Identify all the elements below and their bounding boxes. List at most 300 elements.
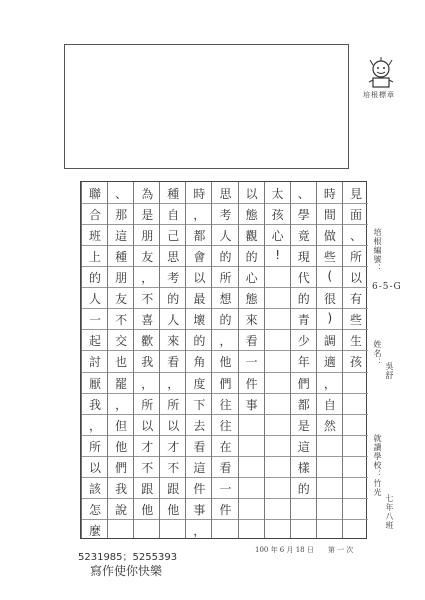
handwritten-char: 交 — [115, 334, 128, 349]
handwritten-char: 一 — [245, 355, 258, 370]
grid-cell-line — [108, 287, 133, 288]
grid-cell-line — [343, 519, 368, 520]
handwritten-char: 的 — [193, 334, 206, 349]
grid-cell-line — [343, 350, 368, 351]
handwritten-char: 適 — [323, 355, 336, 370]
handwritten-char: 班 — [89, 229, 102, 244]
handwritten-char: 角 — [193, 355, 206, 370]
handwritten-char: 、 — [115, 187, 128, 201]
grid-cell-line — [160, 224, 185, 225]
grid-cell-line — [317, 245, 342, 246]
handwritten-char: 以 — [193, 271, 206, 286]
handwritten-char: ， — [115, 397, 128, 412]
handwritten-char: 很 — [323, 292, 336, 307]
grid-cell-line — [82, 498, 107, 499]
grid-cell-line — [291, 372, 316, 373]
grid-cell-line — [108, 498, 133, 499]
grid-cell-line — [82, 350, 107, 351]
handwritten-char: 竟 — [297, 229, 310, 244]
mascot-label: 培根標章 — [363, 91, 395, 99]
grid-cell-line — [343, 287, 368, 288]
grid-cell-line — [239, 498, 264, 499]
handwritten-char: 看 — [219, 460, 232, 475]
serial-label: 培根編號： — [373, 228, 382, 273]
grid-cell-line — [317, 203, 342, 204]
grid-cell-line — [291, 435, 316, 436]
handwritten-char: 人 — [219, 229, 232, 244]
grid-cell-line — [239, 456, 264, 457]
grid-cell-line — [239, 329, 264, 330]
grid-cell-line — [291, 414, 316, 415]
handwritten-char: 往 — [219, 397, 232, 412]
handwritten-char: 往 — [219, 418, 232, 433]
handwritten-char: 看 — [245, 334, 258, 349]
grid-column — [290, 182, 316, 538]
grid-cell-line — [160, 456, 185, 457]
handwritten-char: 考 — [219, 208, 232, 223]
handwritten-char: 不 — [115, 313, 128, 328]
handwritten-char: 孩 — [271, 208, 284, 223]
grid-cell-line — [134, 456, 159, 457]
grid-cell-line — [291, 329, 316, 330]
grid-cell-line — [317, 287, 342, 288]
grid-cell-line — [265, 435, 290, 436]
grid-cell-line — [265, 308, 290, 309]
handwritten-char: 自 — [167, 208, 180, 223]
handwritten-char: 孩 — [349, 355, 362, 370]
grid-cell-line — [343, 477, 368, 478]
grid-cell-line — [317, 498, 342, 499]
grid-cell-line — [186, 329, 211, 330]
grid-cell-line — [239, 350, 264, 351]
grid-cell-line — [108, 519, 133, 520]
grid-cell-line — [186, 350, 211, 351]
grid-cell-line — [239, 224, 264, 225]
grid-cell-line — [160, 350, 185, 351]
grid-cell-line — [212, 414, 237, 415]
grid-cell-line — [291, 203, 316, 204]
handwritten-char: 來 — [245, 313, 258, 328]
handwritten-char: 調 — [323, 334, 336, 349]
handwritten-char: ， — [193, 523, 206, 538]
handwritten-char: 我 — [89, 397, 102, 412]
handwritten-char: 上 — [89, 250, 102, 265]
grid-cell-line — [343, 308, 368, 309]
handwritten-char: 自 — [323, 397, 336, 412]
handwritten-char: 們 — [115, 460, 128, 475]
handwritten-char: ( — [327, 269, 333, 284]
grid-cell-line — [317, 435, 342, 436]
handwritten-char: 厭 — [89, 376, 102, 391]
grid-cell-line — [186, 308, 211, 309]
handwritten-char: 討 — [89, 355, 102, 370]
grid-cell-line — [317, 456, 342, 457]
handwritten-char: 怎 — [89, 502, 102, 517]
handwritten-char: 少 — [297, 334, 310, 349]
grid-cell-line — [186, 435, 211, 436]
grid-cell-line — [317, 308, 342, 309]
grid-column — [133, 182, 159, 538]
handwritten-char: 面 — [349, 208, 362, 223]
grid-cell-line — [291, 350, 316, 351]
grid-cell-line — [265, 498, 290, 499]
handwritten-char: 件 — [193, 481, 206, 496]
handwritten-char: 做 — [323, 229, 336, 244]
handwritten-char: 會 — [193, 250, 206, 265]
handwritten-char: ， — [193, 208, 206, 223]
grid-cell-line — [212, 224, 237, 225]
grid-cell-line — [82, 477, 107, 478]
grid-cell-line — [160, 372, 185, 373]
grid-cell-line — [265, 414, 290, 415]
grid-cell-line — [82, 414, 107, 415]
grid-cell-line — [291, 266, 316, 267]
handwritten-char: 、 — [297, 187, 310, 201]
grid-cell-line — [134, 519, 159, 520]
grid-cell-line — [134, 435, 159, 436]
handwritten-char: ， — [167, 376, 180, 391]
handwritten-char: 、 — [349, 229, 362, 244]
grid-cell-line — [160, 329, 185, 330]
grid-cell-line — [265, 350, 290, 351]
grid-cell-line — [239, 393, 264, 394]
grid-cell-line — [265, 266, 290, 267]
handwritten-char: 友 — [115, 292, 128, 307]
grid-cell-line — [108, 477, 133, 478]
grid-cell-line — [108, 308, 133, 309]
handwritten-char: 以 — [349, 271, 362, 286]
class-grade: 七年八班 — [385, 494, 394, 530]
grid-cell-line — [108, 350, 133, 351]
grid-cell-line — [212, 308, 237, 309]
handwritten-char: 友 — [141, 250, 154, 265]
grid-cell-line — [212, 456, 237, 457]
handwritten-char: 來 — [167, 334, 180, 349]
handwritten-char: 觀 — [245, 229, 258, 244]
grid-column — [81, 182, 107, 538]
handwritten-char: 都 — [297, 397, 310, 412]
grid-cell-line — [317, 393, 342, 394]
handwritten-char: 麼 — [89, 523, 102, 538]
grid-cell-line — [239, 245, 264, 246]
handwritten-char: 思 — [219, 187, 232, 201]
teacher-comment-box — [64, 44, 349, 169]
handwritten-char: 是 — [297, 418, 310, 433]
grid-cell-line — [82, 224, 107, 225]
handwritten-char: 這 — [115, 229, 128, 244]
grid-cell-line — [265, 203, 290, 204]
handwritten-char: 態 — [245, 208, 258, 223]
handwritten-char: 朋 — [115, 271, 128, 286]
handwritten-char: ， — [141, 376, 154, 391]
handwritten-char: 所 — [89, 439, 102, 454]
grid-cell-line — [265, 245, 290, 246]
handwritten-char: 所 — [349, 250, 362, 265]
handwritten-char: 為 — [141, 187, 154, 201]
grid-cell-line — [108, 329, 133, 330]
handwritten-char: 但 — [115, 418, 128, 433]
grid-cell-line — [291, 498, 316, 499]
grid-cell-line — [108, 224, 133, 225]
grid-cell-line — [343, 266, 368, 267]
handwritten-char: 這 — [297, 439, 310, 454]
handwritten-char: 這 — [193, 460, 206, 475]
grid-cell-line — [186, 519, 211, 520]
grid-cell-line — [134, 372, 159, 373]
grid-cell-line — [82, 287, 107, 288]
grid-cell-line — [134, 287, 159, 288]
grid-cell-line — [108, 372, 133, 373]
grid-column — [159, 182, 185, 538]
grid-cell-line — [239, 266, 264, 267]
grid-cell-line — [134, 414, 159, 415]
grid-cell-line — [343, 498, 368, 499]
grid-cell-line — [82, 372, 107, 373]
handwritten-char: 樣 — [297, 460, 310, 475]
handwritten-char: 跟 — [167, 481, 180, 496]
grid-cell-line — [291, 456, 316, 457]
handwritten-char: 該 — [89, 481, 102, 496]
grid-cell-line — [291, 308, 316, 309]
grid-cell-line — [108, 203, 133, 204]
grid-cell-line — [186, 245, 211, 246]
grid-cell-line — [134, 350, 159, 351]
grid-cell-line — [265, 224, 290, 225]
handwritten-char: 那 — [115, 208, 128, 223]
grid-cell-line — [265, 329, 290, 330]
handwritten-char: 最 — [193, 292, 206, 307]
handwritten-char: 一 — [89, 313, 102, 328]
handwritten-char: 時 — [323, 187, 336, 201]
grid-cell-line — [239, 287, 264, 288]
grid-cell-line — [186, 266, 211, 267]
grid-cell-line — [212, 435, 237, 436]
handwritten-char: 們 — [297, 376, 310, 391]
handwritten-char: 心 — [271, 229, 284, 244]
grid-cell-line — [212, 477, 237, 478]
grid-cell-line — [343, 435, 368, 436]
grid-column — [211, 182, 237, 538]
footer-slogan: 寫作使你快樂 — [90, 564, 163, 578]
grid-cell-line — [160, 245, 185, 246]
handwritten-char: 的 — [219, 313, 232, 328]
handwritten-char: 不 — [141, 460, 154, 475]
handwritten-char: 所 — [141, 397, 154, 412]
handwritten-char: 在 — [219, 439, 232, 454]
grid-column — [185, 182, 211, 538]
grid-cell-line — [212, 372, 237, 373]
handwritten-char: 以 — [167, 418, 180, 433]
grid-cell-line — [239, 372, 264, 373]
handwritten-char: 些 — [323, 250, 336, 265]
handwritten-char: 他 — [115, 439, 128, 454]
grid-cell-line — [82, 519, 107, 520]
handwritten-char: 說 — [115, 502, 128, 517]
grid-cell-line — [160, 393, 185, 394]
grid-cell-line — [186, 393, 211, 394]
grid-cell-line — [160, 308, 185, 309]
handwritten-char: 以 — [245, 187, 258, 201]
student-name: 吳舒 — [385, 362, 394, 380]
grid-cell-line — [212, 393, 237, 394]
grid-cell-line — [239, 414, 264, 415]
grid-cell-line — [343, 245, 368, 246]
handwritten-char: 所 — [167, 397, 180, 412]
handwritten-char: 年 — [297, 355, 310, 370]
handwritten-char: 都 — [193, 229, 206, 244]
grid-cell-line — [291, 287, 316, 288]
grid-cell-line — [186, 287, 211, 288]
grid-column — [316, 182, 342, 538]
handwritten-char: 件 — [245, 376, 258, 391]
grid-cell-line — [343, 372, 368, 373]
handwritten-char: 他 — [167, 502, 180, 517]
grid-cell-line — [134, 477, 159, 478]
grid-cell-line — [160, 287, 185, 288]
handwritten-char: ， — [141, 271, 154, 286]
grid-cell-line — [82, 266, 107, 267]
grid-cell-line — [239, 203, 264, 204]
handwritten-char: ， — [89, 418, 102, 433]
grid-cell-line — [160, 435, 185, 436]
handwritten-char: 事 — [193, 502, 206, 517]
grid-cell-line — [343, 329, 368, 330]
handwritten-char: 生 — [349, 334, 362, 349]
handwritten-char: 的 — [245, 250, 258, 265]
grid-cell-line — [265, 456, 290, 457]
grid-cell-line — [317, 372, 342, 373]
grid-column — [342, 182, 368, 538]
handwritten-char: 朋 — [141, 229, 154, 244]
grid-cell-line — [186, 498, 211, 499]
grid-cell-line — [134, 393, 159, 394]
handwritten-char: 一 — [219, 481, 232, 496]
grid-cell-line — [239, 308, 264, 309]
grid-cell-line — [108, 393, 133, 394]
handwritten-char: 是 — [141, 208, 154, 223]
name-label: 姓名： — [373, 340, 382, 367]
grid-column — [238, 182, 264, 538]
grid-cell-line — [82, 456, 107, 457]
grid-cell-line — [108, 456, 133, 457]
handwritten-char: 歡 — [141, 334, 154, 349]
handwritten-char: ) — [327, 311, 333, 326]
handwritten-char: 青 — [297, 313, 310, 328]
handwritten-char: ， — [219, 334, 232, 349]
grid-cell-line — [186, 224, 211, 225]
grid-cell-line — [265, 519, 290, 520]
handwritten-char: 的 — [167, 292, 180, 307]
handwritten-char: 才 — [167, 439, 180, 454]
handwritten-char: 件 — [219, 502, 232, 517]
grid-cell-line — [160, 414, 185, 415]
handwritten-char: 不 — [167, 460, 180, 475]
handwritten-char: 然 — [323, 418, 336, 433]
handwritten-char: 學 — [297, 208, 310, 223]
grid-cell-line — [108, 435, 133, 436]
grid-cell-line — [343, 203, 368, 204]
handwritten-char: 以 — [89, 460, 102, 475]
grid-cell-line — [108, 266, 133, 267]
handwritten-char: 事 — [245, 397, 258, 412]
grid-cell-line — [291, 477, 316, 478]
handwritten-char: 人 — [89, 292, 102, 307]
handwritten-char: 現 — [297, 250, 310, 265]
grid-cell-line — [160, 477, 185, 478]
handwritten-char: 間 — [323, 208, 336, 223]
handwritten-char: 我 — [141, 355, 154, 370]
handwritten-char: 喜 — [141, 313, 154, 328]
grid-cell-line — [317, 519, 342, 520]
handwritten-char: 的 — [297, 292, 310, 307]
grid-cell-line — [134, 498, 159, 499]
handwritten-char: 時 — [193, 187, 206, 201]
handwritten-char: 種 — [115, 250, 128, 265]
handwritten-char: 己 — [167, 229, 180, 244]
grid-cell-line — [134, 245, 159, 246]
grid-cell-line — [186, 456, 211, 457]
grid-cell-line — [160, 519, 185, 520]
grid-cell-line — [108, 245, 133, 246]
grid-cell-line — [82, 435, 107, 436]
footer-phone: 5231985；5255393 — [78, 552, 178, 563]
handwritten-char: 心 — [245, 271, 258, 286]
handwritten-char: 想 — [219, 292, 232, 307]
grid-cell-line — [212, 245, 237, 246]
grid-cell-line — [291, 393, 316, 394]
serial-number: 6-5-G — [372, 282, 402, 292]
grid-cell-line — [82, 393, 107, 394]
handwritten-char: 我 — [115, 481, 128, 496]
grid-cell-line — [239, 477, 264, 478]
handwritten-char: 的 — [89, 271, 102, 286]
grid-cell-line — [82, 245, 107, 246]
grid-cell-line — [134, 266, 159, 267]
grid-cell-line — [291, 224, 316, 225]
grid-cell-line — [317, 477, 342, 478]
grid-cell-line — [317, 266, 342, 267]
handwritten-char: 也 — [115, 355, 128, 370]
grid-cell-line — [343, 393, 368, 394]
handwritten-char: 太 — [271, 187, 284, 201]
handwritten-char: 態 — [245, 292, 258, 307]
grid-cell-line — [343, 414, 368, 415]
handwritten-char: 下 — [193, 397, 206, 412]
grid-cell-line — [82, 329, 107, 330]
handwritten-char: ! — [275, 248, 281, 263]
grid-cell-line — [265, 477, 290, 478]
grid-cell-line — [186, 414, 211, 415]
handwritten-char: 起 — [89, 334, 102, 349]
grid-cell-line — [212, 203, 237, 204]
grid-cell-line — [291, 245, 316, 246]
grid-cell-line — [212, 329, 237, 330]
grid-cell-line — [212, 519, 237, 520]
grid-cell-line — [186, 372, 211, 373]
handwritten-char: 聯 — [89, 187, 102, 201]
grid-cell-line — [186, 203, 211, 204]
manuscript-grid — [80, 181, 367, 539]
handwritten-char: 才 — [141, 439, 154, 454]
handwritten-char: 罷 — [115, 376, 128, 391]
grid-column — [107, 182, 133, 538]
handwritten-char: 所 — [219, 271, 232, 286]
handwritten-char: 人 — [167, 313, 180, 328]
grid-cell-line — [291, 519, 316, 520]
grid-cell-line — [265, 287, 290, 288]
grid-cell-line — [317, 329, 342, 330]
grid-cell-line — [134, 224, 159, 225]
